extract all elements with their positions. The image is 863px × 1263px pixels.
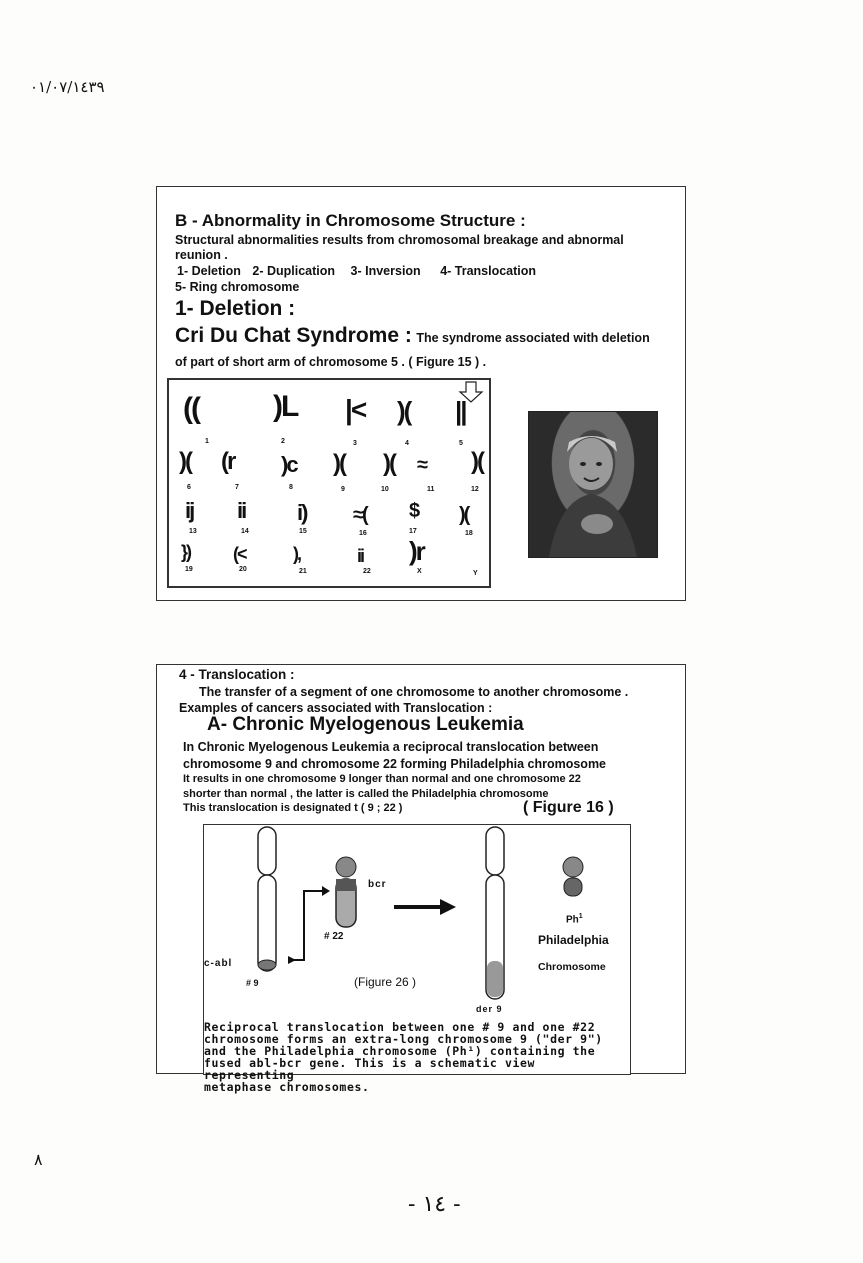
chromosome-x: )r [409,536,424,566]
caption-line-2: chromosome forms an extra-long chromosome 9 ("der 9") [204,1032,603,1046]
karyotype-label: 5 [459,440,463,447]
slide-translocation [156,664,686,1094]
chromosome-7: (r [221,448,235,475]
karyotype-label: 1 [205,438,209,445]
ph1-text: Ph [566,914,579,926]
label-figure26: (Figure 26 ) [354,975,417,989]
left-margin-marker: ٨ [34,1150,43,1169]
karyotype-label: 8 [289,484,293,491]
slide-deletion [156,186,686,601]
slide2-heading: 4 - Translocation : [179,667,295,682]
karyotype-label: 12 [471,486,479,493]
chromosome-18: )( [459,504,469,526]
chromosome-11: ≈ [417,454,426,476]
label-chr9: # 9 [246,978,259,988]
cml-para5: This translocation is designated t ( 9 ; 22 ) [183,802,403,814]
label-ph1 [566,913,583,925]
cml-para2: chromosome 9 and chromosome 22 forming Philadelphia chromosome [183,757,607,771]
page-number: - ١٤ - [408,1192,461,1217]
label-chr22: # 22 [324,931,344,942]
karyotype-label: Y [473,570,478,577]
syndrome-desc: The syndrome associated with deletion [416,331,650,345]
karyotype-label: 11 [427,486,435,493]
karyotype-label: 18 [465,530,473,537]
karyotype-label: 20 [239,566,247,573]
deletion-subheading: 1- Deletion : [175,297,296,320]
karyotype-label: 21 [299,568,307,575]
translocation-definition: The transfer of a segment of one chromosome to another chromosome . [199,685,629,699]
karyotype-label: 16 [359,530,367,537]
abl-gene-band [258,960,276,970]
chromosome-9: )( [333,450,345,477]
chromosome-8: )c [281,452,297,477]
label-der9: der 9 [476,1004,503,1014]
ph1-long-arm [564,878,582,896]
cml-para4: shorter than normal , the latter is called the Philadelphia chromosome [183,788,549,800]
figure16-ref: ( Figure 16 ) [523,799,614,816]
chromosome-1: (( [183,392,199,425]
syndrome-name: Cri Du Chat Syndrome : [175,324,412,347]
label-cabl: c-abl [204,958,233,969]
chromosome-5: || [455,396,466,426]
slide1-intro: Structural abnormalities results from chromosomal breakage and abnormal reunion . [175,233,624,262]
label-bcr: bcr [368,879,387,890]
karyotype-label: 17 [409,528,417,535]
type-deletion: 1- Deletion [177,264,241,278]
chromosome-14: ii [237,498,246,523]
diagram-caption [204,1021,632,1093]
chromosome-9-short-arm [258,827,276,875]
cml-subheading: A- Chronic Myelogenous Leukemia [207,714,524,735]
caption-line-5: metaphase chromosomes. [204,1080,370,1094]
chromosome-13: ij [185,498,194,523]
handwritten-date: ٠١/٠٧/١٤٣٩ [30,78,105,96]
type-translocation: 4- Translocation [440,264,537,278]
karyotype-label: 4 [405,440,409,447]
chromosome-4: )( [397,396,411,426]
structure-types [177,264,536,278]
karyotype-label: 22 [363,568,371,575]
karyotype-label: X [417,568,422,575]
label-chromosome: Chromosome [538,961,606,973]
karyotype-figure [167,378,491,588]
chromosome-20: (< [233,544,246,564]
slide1-heading: B - Abnormality in Chromosome Structure : [175,211,526,230]
translocation-examples: Examples of cancers associated with Translocation : [179,701,493,715]
karyotype-label: 10 [381,486,389,493]
type-ring: 5- Ring chromosome [175,280,300,294]
label-philadelphia: Philadelphia [538,933,609,947]
cml-para3: It results in one chromosome 9 longer than normal and one chromosome 22 [183,773,581,785]
type-inversion: 3- Inversion [350,264,421,278]
syndrome-desc-2: of part of short arm of chromosome 5 . ( Figure 15 ) . [175,355,487,369]
syndrome-line [175,324,650,348]
type-duplication: 2- Duplication [252,264,336,278]
karyotype-label: 15 [299,528,307,535]
caption-line-4: fused abl-bcr gene. This is a schematic view representing [204,1056,536,1082]
translocation-diagram [203,824,631,1094]
chromosome-22-short-arm [336,857,356,877]
karyotype-label: 2 [281,438,285,445]
karyotype-label: 6 [187,484,191,491]
chromosome-15: i) [297,500,307,525]
karyotype-label: 3 [353,440,357,447]
karyotype-label: 14 [241,528,249,535]
chromosome-row2: )( [179,448,191,475]
chromosome-12: )( [471,448,483,475]
chromosome-16: ≈( [353,504,367,526]
cml-para1: In Chronic Myelogenous Leukemia a reciprocal translocation between [183,740,599,754]
der9-translocated-segment [487,961,503,997]
exchange-arrow-icon [289,891,322,960]
chromosome-22: ii [357,546,364,566]
chromosome-17: $ [409,500,419,522]
der9-short-arm [486,827,504,875]
karyotype-label: 9 [341,486,345,493]
karyotype-label: 7 [235,484,239,491]
ph1-sup: 1 [578,913,583,920]
caption-line-3: and the Philadelphia chromosome (Ph¹) containing the [204,1044,596,1058]
bcr-gene-band [336,879,356,891]
chromosome-3: |< [345,394,366,425]
chromosome-19: }) [181,542,190,562]
karyotype-label: 13 [189,528,197,535]
patient-photo [528,411,658,558]
deletion-arrow-icon [169,380,489,586]
chromosome-9-long-arm [258,875,276,971]
chromosome-2: )L [273,390,298,423]
chromosome-10: )( [383,450,395,477]
caption-line-1: Reciprocal translocation between one # 9 and one #22 [204,1020,596,1034]
karyotype-label: 19 [185,566,193,573]
ph1-short-arm [563,857,583,877]
chromosome-21: ), [293,544,300,564]
